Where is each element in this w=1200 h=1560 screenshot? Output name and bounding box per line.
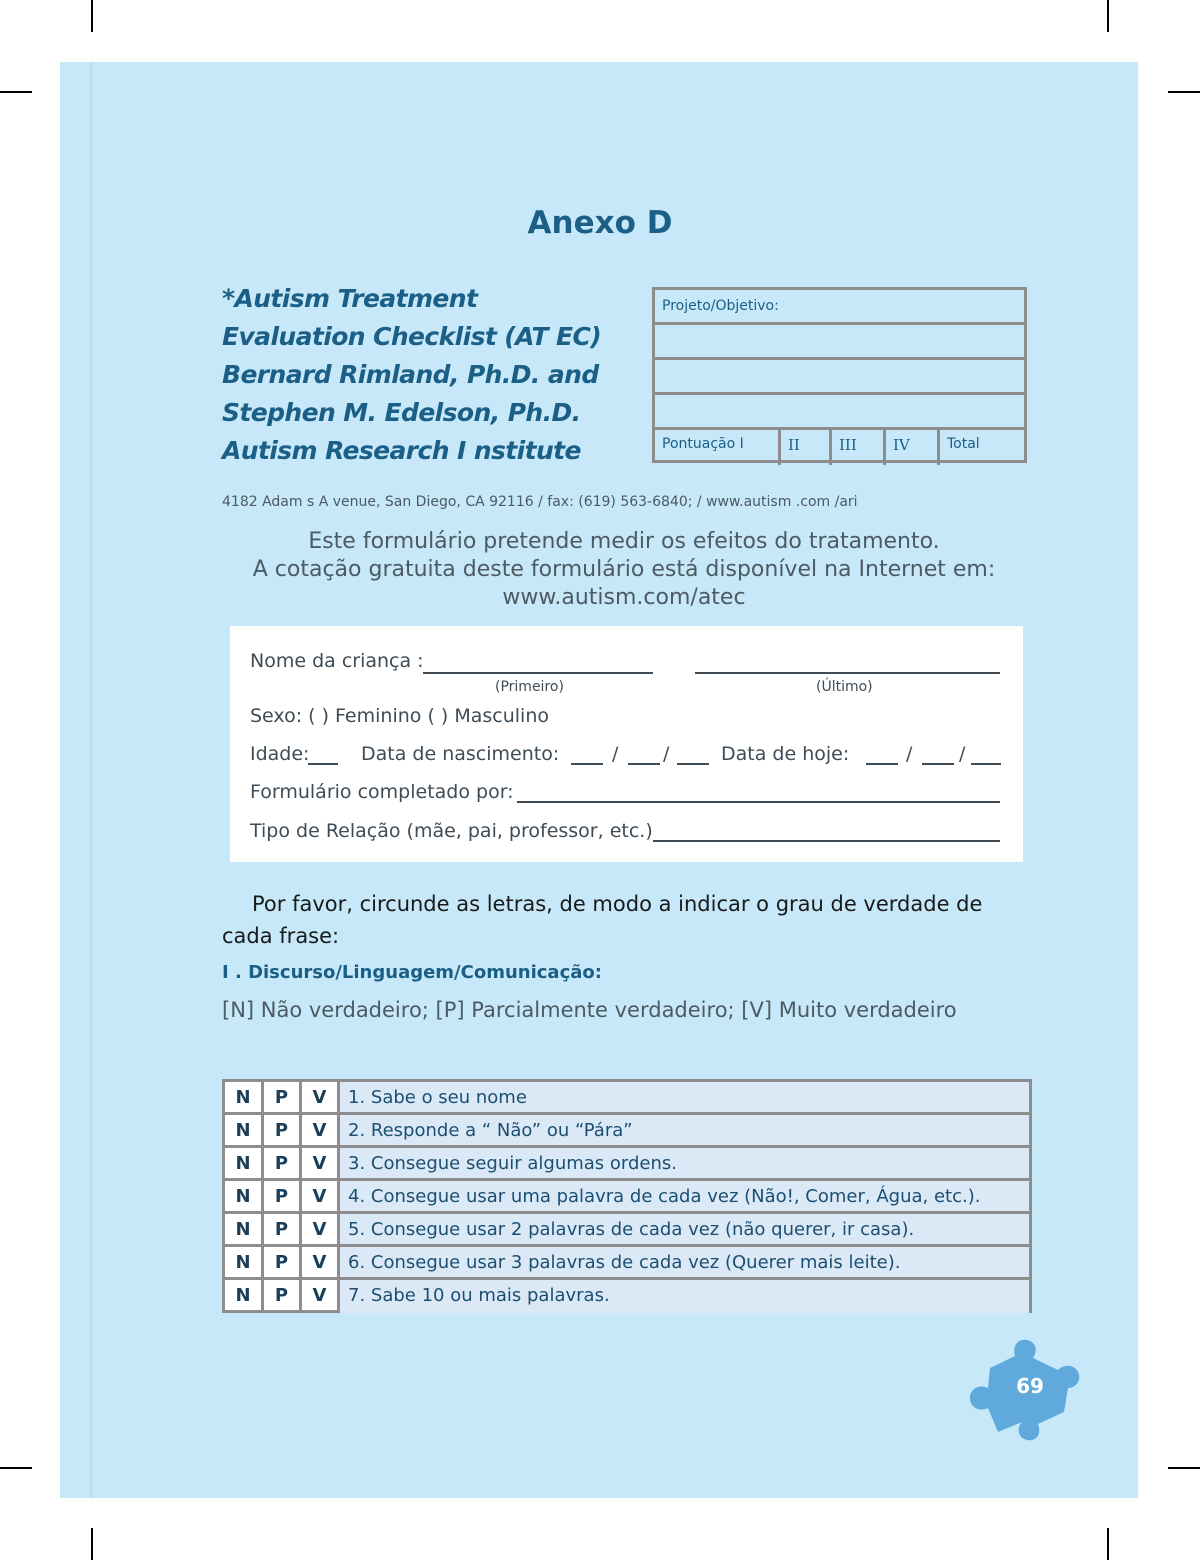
option-v[interactable]: V [302, 1115, 340, 1145]
option-p[interactable]: P [264, 1115, 302, 1145]
option-n[interactable]: N [225, 1280, 264, 1313]
option-p[interactable]: P [264, 1280, 302, 1313]
option-n[interactable]: N [225, 1214, 264, 1244]
age-field[interactable] [308, 763, 338, 765]
item-text: 3. Consegue seguir algumas ordens. [340, 1148, 1029, 1178]
atec-title-line: Evaluation Checklist (AT EC) [222, 322, 602, 351]
date-separator: / [612, 743, 619, 765]
option-v[interactable]: V [302, 1280, 340, 1313]
option-v[interactable]: V [302, 1148, 340, 1178]
table-row [225, 1148, 1029, 1181]
project-label: Projeto/Objetivo: [662, 298, 779, 314]
institute-address: 4182 Adam s A venue, San Diego, CA 92116 / fax: (619) 563-6840; / www.autism .com /ari [222, 494, 858, 510]
today-day-field[interactable] [866, 763, 898, 765]
intro-text [0, 528, 1200, 612]
instruction-text: Por favor, circunde as letras, de modo a indicar o grau de verdade de cada frase: [222, 892, 983, 948]
intro-line: Este formulário pretende medir os efeitos do tratamento. [308, 529, 940, 554]
birth-month-field[interactable] [628, 763, 660, 765]
option-v[interactable]: V [302, 1082, 340, 1112]
atec-title-block [222, 280, 642, 470]
item-text: 4. Consegue usar uma palavra de cada vez (Não!, Comer, Água, etc.). [340, 1181, 1029, 1211]
project-row-blank[interactable] [655, 325, 1024, 360]
option-p[interactable]: P [264, 1214, 302, 1244]
page-title: Anexo D [527, 205, 673, 241]
item-text: 7. Sabe 10 ou mais palavras. [340, 1280, 1029, 1313]
atec-title-line: Bernard Rimland, Ph.D. and [222, 360, 599, 389]
crop-mark [91, 1528, 93, 1560]
option-n[interactable]: N [225, 1181, 264, 1211]
date-separator: / [906, 743, 913, 765]
score-row [655, 430, 1024, 465]
table-row [225, 1280, 1029, 1313]
option-n[interactable]: N [225, 1148, 264, 1178]
intro-line: A cotação gratuita deste formulário está disponível na Internet em: [252, 557, 996, 582]
atec-title-line: Autism Research I nstitute [222, 436, 581, 465]
crop-mark [1107, 0, 1109, 32]
table-row [225, 1247, 1029, 1280]
crop-mark [0, 91, 32, 93]
first-name-field[interactable] [423, 672, 653, 674]
option-n[interactable]: N [225, 1082, 264, 1112]
date-separator: / [959, 743, 966, 765]
option-v[interactable]: V [302, 1214, 340, 1244]
section-title: I . Discurso/Linguagem/Comunicação: [222, 962, 602, 983]
page-edge-line [90, 62, 92, 1498]
page-number: 69 [1016, 1374, 1044, 1398]
today-date-label: Data de hoje: [721, 743, 850, 765]
table-row [225, 1181, 1029, 1214]
crop-mark [1168, 91, 1200, 93]
option-n[interactable]: N [225, 1115, 264, 1145]
option-p[interactable]: P [264, 1247, 302, 1277]
option-v[interactable]: V [302, 1181, 340, 1211]
item-text: 5. Consegue usar 2 palavras de cada vez (não querer, ir casa). [340, 1214, 1029, 1244]
score-cell-3[interactable]: III [829, 430, 883, 465]
completed-by-field[interactable] [517, 801, 1000, 803]
answer-legend: [N] Não verdadeiro; [P] Parcialmente verdadeiro; [V] Muito verdadeiro [222, 998, 957, 1022]
age-label: Idade: [250, 743, 310, 765]
atec-title-line: *Autism Treatment [222, 284, 478, 313]
item-text: 6. Consegue usar 3 palavras de cada vez (Querer mais leite). [340, 1247, 1029, 1277]
table-row [225, 1082, 1029, 1115]
first-name-caption: (Primeiro) [495, 679, 564, 695]
item-text: 1. Sabe o seu nome [340, 1082, 1029, 1112]
project-row-blank[interactable] [655, 395, 1024, 430]
option-p[interactable]: P [264, 1148, 302, 1178]
birth-date-label: Data de nascimento: [361, 743, 560, 765]
score-cell-4[interactable]: IV [883, 430, 937, 465]
crop-mark [1168, 1467, 1200, 1469]
option-n[interactable]: N [225, 1247, 264, 1277]
intro-url: www.autism.com/atec [502, 585, 746, 610]
option-p[interactable]: P [264, 1181, 302, 1211]
relation-label: Tipo de Relação (mãe, pai, professor, etc.) [250, 820, 653, 842]
crop-mark [1107, 1528, 1109, 1560]
table-row [225, 1214, 1029, 1247]
atec-title-line: Stephen M. Edelson, Ph.D. [222, 398, 581, 427]
checklist-table [222, 1079, 1032, 1313]
score-cell-1[interactable]: Pontuação I [662, 436, 744, 452]
option-p[interactable]: P [264, 1082, 302, 1112]
score-cell-2[interactable]: II [778, 430, 829, 465]
child-name-label: Nome da criança : [250, 650, 424, 672]
project-score-box [652, 287, 1027, 463]
crop-mark [0, 1467, 32, 1469]
completed-by-label: Formulário completado por: [250, 781, 514, 803]
date-separator: / [663, 743, 670, 765]
item-text: 2. Responde a “ Não” ou “Pára” [340, 1115, 1029, 1145]
table-row [225, 1115, 1029, 1148]
last-name-caption: (Último) [816, 679, 873, 695]
birth-day-field[interactable] [571, 763, 603, 765]
last-name-field[interactable] [695, 672, 1000, 674]
today-month-field[interactable] [922, 763, 954, 765]
child-info-form [230, 626, 1023, 862]
option-v[interactable]: V [302, 1247, 340, 1277]
score-cell-total[interactable]: Total [937, 430, 1024, 465]
crop-mark [91, 0, 93, 32]
project-row-blank[interactable] [655, 360, 1024, 395]
sex-options[interactable]: Sexo: ( ) Feminino ( ) Masculino [250, 705, 549, 727]
project-row[interactable] [655, 290, 1024, 325]
relation-field[interactable] [653, 840, 1000, 842]
birth-year-field[interactable] [677, 763, 709, 765]
today-year-field[interactable] [971, 763, 1001, 765]
